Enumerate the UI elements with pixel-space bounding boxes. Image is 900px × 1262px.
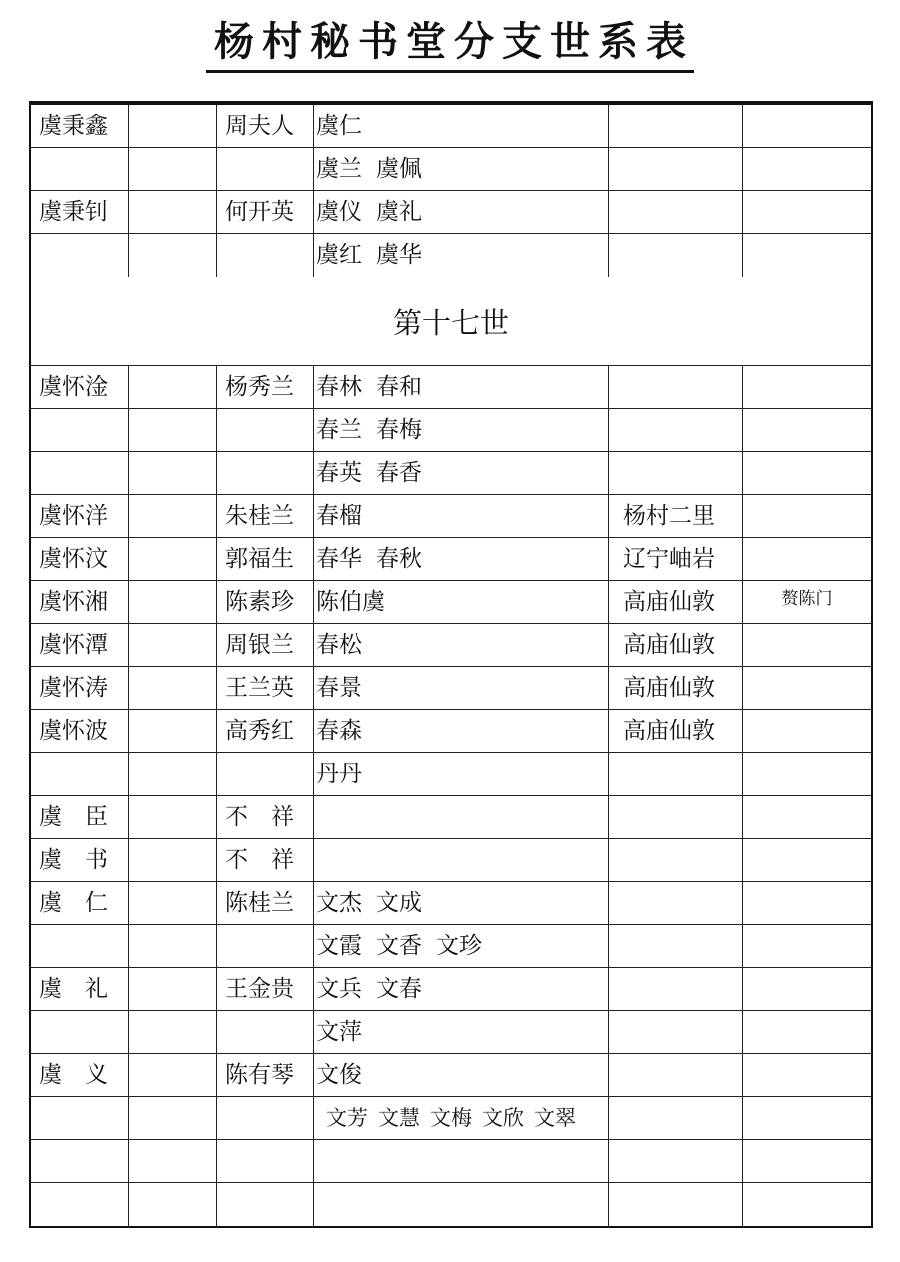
children-cell [314, 1054, 609, 1096]
person-name-cell [31, 409, 129, 451]
residence-cell [609, 753, 743, 795]
note-cell [743, 839, 871, 881]
child-name: 丹丹 [316, 761, 362, 787]
child-name: 文成 [376, 890, 422, 916]
empty-column-cell [129, 796, 217, 838]
child-name: 春华 [316, 546, 362, 572]
note-cell [743, 1140, 871, 1182]
note-cell [743, 925, 871, 967]
residence-cell [609, 796, 743, 838]
residence-cell: 杨村二里 [609, 495, 743, 537]
residence-cell [609, 1054, 743, 1096]
table-row [31, 1097, 871, 1140]
table-row [31, 882, 871, 925]
spouse-name-cell [217, 1011, 314, 1053]
residence-cell: 高庙仙敦 [609, 710, 743, 752]
residence-cell [609, 452, 743, 494]
note-cell [743, 667, 871, 709]
person-name-cell: 虞怀淦 [31, 366, 129, 408]
table-row [31, 538, 871, 581]
empty-column-cell [129, 234, 217, 277]
residence-cell [609, 105, 743, 147]
child-name: 春森 [316, 718, 362, 744]
table-row [31, 968, 871, 1011]
empty-column-cell [129, 1140, 217, 1182]
children-cell [314, 105, 609, 147]
person-name-cell: 虞怀湘 [31, 581, 129, 623]
person-name-cell [31, 452, 129, 494]
child-name: 虞仁 [316, 113, 362, 139]
note-cell [743, 1054, 871, 1096]
table-row [31, 1140, 871, 1183]
empty-column-cell [129, 624, 217, 666]
residence-cell: 高庙仙敦 [609, 667, 743, 709]
child-name: 春景 [316, 675, 362, 701]
spouse-name-cell [217, 148, 314, 190]
genealogy-table [29, 101, 873, 1228]
person-name-cell [31, 148, 129, 190]
note-cell [743, 366, 871, 408]
table-row [31, 925, 871, 968]
child-name: 文梅 [430, 1106, 472, 1130]
children-cell [314, 1097, 609, 1139]
note-cell [743, 148, 871, 190]
empty-column-cell [129, 538, 217, 580]
spouse-name-cell: 周银兰 [217, 624, 314, 666]
table-row [31, 796, 871, 839]
spouse-name-cell [217, 925, 314, 967]
spouse-name-cell: 朱桂兰 [217, 495, 314, 537]
residence-cell [609, 839, 743, 881]
empty-column-cell [129, 667, 217, 709]
table-row [31, 667, 871, 710]
children-cell [314, 581, 609, 623]
children-cell [314, 667, 609, 709]
table-row [31, 191, 871, 234]
note-cell [743, 191, 871, 233]
spouse-name-cell: 陈桂兰 [217, 882, 314, 924]
table-row [31, 581, 871, 624]
spouse-name-cell: 陈素珍 [217, 581, 314, 623]
child-name: 文霞 [316, 933, 362, 959]
person-name-cell: 虞怀潭 [31, 624, 129, 666]
table-row [31, 452, 871, 495]
spouse-name-cell: 陈有琴 [217, 1054, 314, 1096]
residence-cell [609, 234, 743, 277]
spouse-name-cell: 王金贵 [217, 968, 314, 1010]
spouse-name-cell: 高秀红 [217, 710, 314, 752]
table-row [31, 1054, 871, 1097]
child-name: 文珍 [436, 933, 482, 959]
empty-column-cell [129, 148, 217, 190]
residence-cell: 高庙仙敦 [609, 581, 743, 623]
child-name: 文香 [376, 933, 422, 959]
empty-column-cell [129, 710, 217, 752]
child-name: 文俊 [316, 1062, 362, 1088]
spouse-name-cell [217, 1183, 314, 1226]
empty-column-cell [129, 191, 217, 233]
note-cell [743, 1183, 871, 1226]
child-name: 文芳 [326, 1106, 368, 1130]
empty-column-cell [129, 1183, 217, 1226]
residence-cell: 辽宁岫岩 [609, 538, 743, 580]
table-row [31, 495, 871, 538]
table-row [31, 753, 871, 796]
empty-column-cell [129, 581, 217, 623]
spouse-name-cell: 王兰英 [217, 667, 314, 709]
spouse-name-cell: 周夫人 [217, 105, 314, 147]
child-name: 春兰 [316, 417, 362, 443]
empty-column-cell [129, 839, 217, 881]
residence-cell [609, 409, 743, 451]
note-cell [743, 796, 871, 838]
table-row [31, 624, 871, 667]
note-cell [743, 409, 871, 451]
spouse-name-cell: 何开英 [217, 191, 314, 233]
empty-column-cell [129, 882, 217, 924]
spouse-name-cell [217, 753, 314, 795]
table-section-bottom [31, 366, 871, 1226]
children-cell [314, 452, 609, 494]
empty-column-cell [129, 1097, 217, 1139]
child-name: 虞兰 [316, 156, 362, 182]
children-cell [314, 409, 609, 451]
children-cell [314, 796, 609, 838]
children-cell [314, 148, 609, 190]
residence-cell [609, 191, 743, 233]
children-cell [314, 968, 609, 1010]
children-cell [314, 1011, 609, 1053]
note-cell [743, 624, 871, 666]
person-name-cell: 虞 臣 [31, 796, 129, 838]
residence-cell [609, 148, 743, 190]
residence-cell [609, 882, 743, 924]
child-name: 文春 [376, 976, 422, 1002]
residence-cell [609, 1097, 743, 1139]
children-cell [314, 839, 609, 881]
spouse-name-cell [217, 1140, 314, 1182]
person-name-cell: 虞怀涛 [31, 667, 129, 709]
spouse-name-cell [217, 409, 314, 451]
note-cell [743, 710, 871, 752]
spouse-name-cell: 郭福生 [217, 538, 314, 580]
child-name: 虞华 [376, 242, 422, 268]
child-name: 春松 [316, 632, 362, 658]
children-cell [314, 925, 609, 967]
child-name: 虞佩 [376, 156, 422, 182]
empty-column-cell [129, 968, 217, 1010]
child-name: 春林 [316, 374, 362, 400]
person-name-cell: 虞 仁 [31, 882, 129, 924]
spouse-name-cell: 不 祥 [217, 839, 314, 881]
note-cell [743, 753, 871, 795]
children-cell [314, 538, 609, 580]
child-name: 文欣 [482, 1106, 524, 1130]
child-name: 春香 [376, 460, 422, 486]
child-name: 虞仪 [316, 199, 362, 225]
children-cell [314, 191, 609, 233]
note-cell [743, 234, 871, 277]
note-cell [743, 1097, 871, 1139]
person-name-cell: 虞 礼 [31, 968, 129, 1010]
child-name: 虞礼 [376, 199, 422, 225]
person-name-cell [31, 234, 129, 277]
child-name: 春秋 [376, 546, 422, 572]
children-cell [314, 753, 609, 795]
residence-cell [609, 366, 743, 408]
children-cell [314, 624, 609, 666]
child-name: 春榴 [316, 503, 362, 529]
note-cell: 赘陈门 [781, 589, 833, 609]
residence-cell [609, 1140, 743, 1182]
empty-column-cell [129, 753, 217, 795]
children-cell [314, 495, 609, 537]
child-name: 陈伯虞 [316, 589, 385, 615]
table-row [31, 710, 871, 753]
empty-column-cell [129, 1054, 217, 1096]
child-name: 文慧 [378, 1106, 420, 1130]
empty-column-cell [129, 366, 217, 408]
empty-column-cell [129, 495, 217, 537]
child-name: 文杰 [316, 890, 362, 916]
child-name: 春和 [376, 374, 422, 400]
child-name: 文翠 [534, 1106, 576, 1130]
residence-cell [609, 925, 743, 967]
table-row [31, 148, 871, 191]
child-name: 春梅 [376, 417, 422, 443]
empty-column-cell [129, 925, 217, 967]
note-cell [743, 538, 871, 580]
page-title [0, 14, 900, 73]
note-cell [743, 1011, 871, 1053]
children-cell [314, 882, 609, 924]
children-cell [314, 1183, 609, 1226]
empty-column-cell [129, 1011, 217, 1053]
table-row [31, 366, 871, 409]
empty-column-cell [129, 409, 217, 451]
person-name-cell: 虞怀洋 [31, 495, 129, 537]
person-name-cell [31, 925, 129, 967]
person-name-cell [31, 1140, 129, 1182]
residence-cell [609, 1183, 743, 1226]
spouse-name-cell [217, 234, 314, 277]
person-name-cell [31, 753, 129, 795]
person-name-cell [31, 1011, 129, 1053]
table-row [31, 409, 871, 452]
note-cell [743, 495, 871, 537]
child-name: 文萍 [316, 1019, 362, 1045]
children-cell [314, 234, 609, 277]
generation-heading: 第十七世 [31, 277, 871, 366]
person-name-cell: 虞秉钊 [31, 191, 129, 233]
children-cell [314, 366, 609, 408]
spouse-name-cell: 杨秀兰 [217, 366, 314, 408]
children-cell [314, 1140, 609, 1182]
note-cell [743, 882, 871, 924]
table-row [31, 1183, 871, 1226]
note-cell [743, 968, 871, 1010]
person-name-cell: 虞怀波 [31, 710, 129, 752]
table-row [31, 234, 871, 277]
person-name-cell: 虞 书 [31, 839, 129, 881]
residence-cell: 高庙仙敦 [609, 624, 743, 666]
empty-column-cell [129, 105, 217, 147]
note-cell [743, 105, 871, 147]
residence-cell [609, 968, 743, 1010]
title-text: 杨村秘书堂分支世系表 [206, 16, 694, 73]
empty-column-cell [129, 452, 217, 494]
spouse-name-cell [217, 1097, 314, 1139]
table-section-top [31, 105, 871, 277]
children-cell [314, 710, 609, 752]
person-name-cell: 虞 义 [31, 1054, 129, 1096]
note-cell [743, 452, 871, 494]
person-name-cell [31, 1183, 129, 1226]
table-row [31, 839, 871, 882]
table-row [31, 1011, 871, 1054]
spouse-name-cell [217, 452, 314, 494]
child-name: 虞红 [316, 242, 362, 268]
table-row [31, 105, 871, 148]
person-name-cell: 虞怀汶 [31, 538, 129, 580]
spouse-name-cell: 不 祥 [217, 796, 314, 838]
child-name: 文兵 [316, 976, 362, 1002]
child-name: 春英 [316, 460, 362, 486]
residence-cell [609, 1011, 743, 1053]
person-name-cell: 虞秉鑫 [31, 105, 129, 147]
person-name-cell [31, 1097, 129, 1139]
